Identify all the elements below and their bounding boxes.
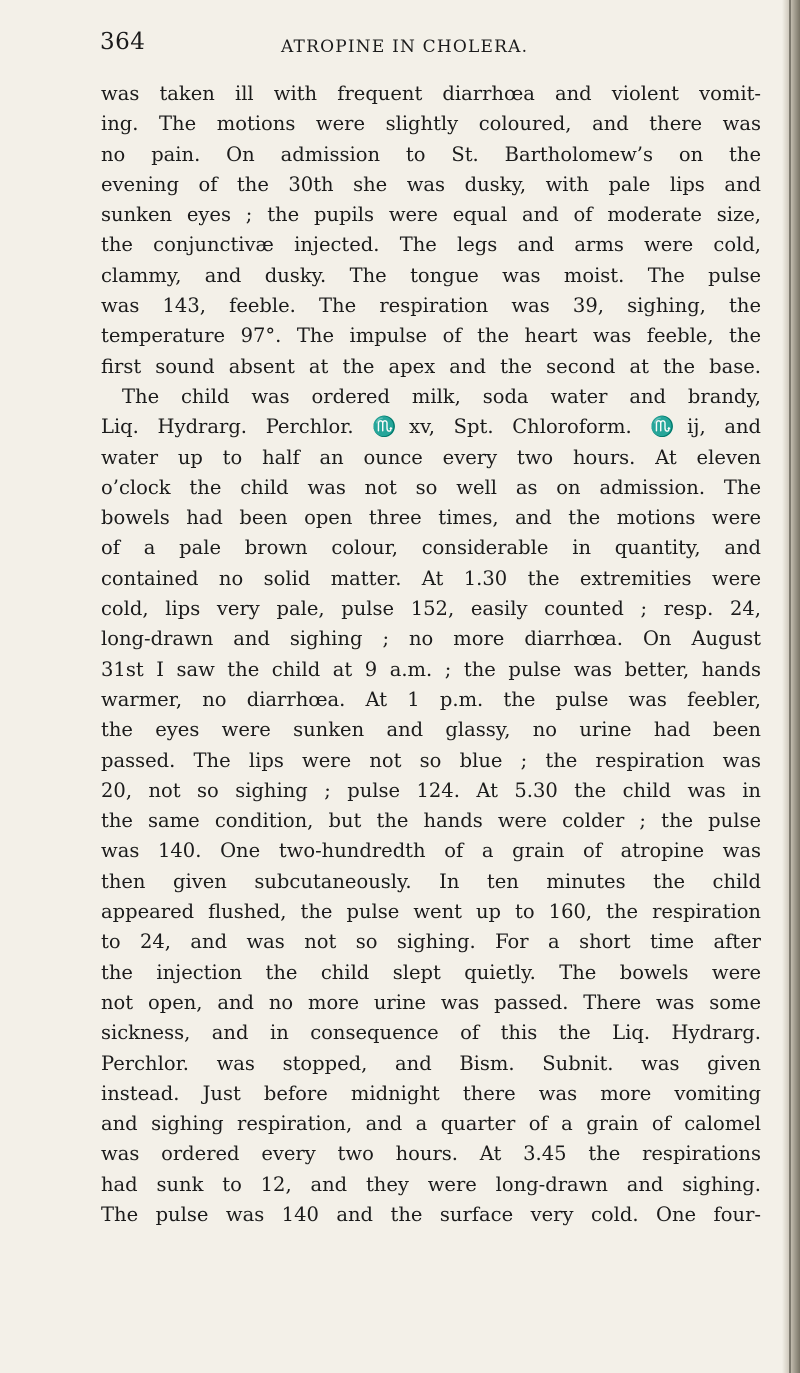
text-line: and sighing respiration, and a quarter of a grain of calomel [101, 1112, 761, 1136]
text-line: appeared flushed, the pulse went up to 160, the respiration [101, 900, 761, 924]
running-head: ATROPINE IN CHOLERA. [281, 37, 529, 57]
text-line: temperature 97°. The impulse of the heart was feeble, the [101, 324, 761, 348]
text-line: The pulse was 140 and the surface very cold. One four- [101, 1202, 761, 1226]
text-line: passed. The lips were not so blue ; the respiration was [101, 748, 761, 772]
text-line: not open, and no more urine was passed. There was some [101, 990, 761, 1014]
text-line: was taken ill with frequent diarrhœa and violent vomit- [101, 82, 761, 105]
text-line: was ordered every two hours. At 3.45 the respirations [101, 1142, 761, 1166]
text-line: bowels had been open three times, and the motions were [101, 506, 761, 530]
page-edge-shadow [782, 0, 800, 1373]
text-line: no pain. On admission to St. Bartholomew’s on the [101, 142, 761, 166]
text-line: of a pale brown colour, considerable in quantity, and [101, 536, 761, 560]
text-line: then given subcutaneously. In ten minutes the child [101, 869, 761, 893]
text-line: had sunk to 12, and they were long-drawn and sighing. [101, 1172, 761, 1196]
text-line: ing. The motions were slightly coloured, and there was [101, 112, 761, 136]
text-line: long-drawn and sighing ; no more diarrhœa. On August [101, 627, 761, 651]
text-line: Perchlor. was stopped, and Bism. Subnit. was given [101, 1051, 761, 1075]
text-line: o’clock the child was not so well as on admission. The [101, 475, 761, 499]
text-line: the injection the child slept quietly. The bowels were [101, 960, 761, 984]
page-number: 364 [100, 29, 146, 55]
text-line: clammy, and dusky. The tongue was moist. The pulse [101, 263, 761, 287]
text-line: the same condition, but the hands were colder ; the pulse [101, 809, 761, 833]
text-line: warmer, no diarrhœa. At 1 p.m. the pulse was feebler, [101, 687, 761, 711]
text-line: sunken eyes ; the pupils were equal and of moderate size, [101, 203, 761, 227]
text-line: The child was ordered milk, soda water and brandy, [122, 384, 761, 408]
text-line: the eyes were sunken and glassy, no urine had been [101, 718, 761, 742]
text-line: evening of the 30th she was dusky, with pale lips and [101, 172, 761, 196]
text-line: 31st I saw the child at 9 a.m. ; the pulse was better, hands [101, 657, 761, 681]
text-line: contained no solid matter. At 1.30 the extremities were [101, 566, 761, 590]
text-line: water up to half an ounce every two hours. At eleven [101, 445, 761, 469]
body-text [101, 79, 761, 1230]
text-line: sickness, and in consequence of this the Liq. Hydrarg. [101, 1021, 761, 1045]
text-line: Liq. Hydrarg. Perchlor. ♏xv, Spt. Chloroform. ♏ij, and [101, 415, 761, 439]
text-line: was 140. One two-hundredth of a grain of atropine was [101, 839, 761, 863]
text-line: the conjunctivæ injected. The legs and arms were cold, [101, 233, 761, 257]
text-line: to 24, and was not so sighing. For a short time after [101, 930, 761, 954]
text-line: 20, not so sighing ; pulse 124. At 5.30 the child was in [101, 778, 761, 802]
text-line: was 143, feeble. The respiration was 39, sighing, the [101, 294, 761, 318]
text-line: instead. Just before midnight there was more vomiting [101, 1081, 761, 1105]
page-edge-line [789, 0, 791, 1373]
text-line: cold, lips very pale, pulse 152, easily counted ; resp. 24, [101, 597, 761, 621]
text-line: first sound absent at the apex and the second at the base. [101, 354, 761, 378]
